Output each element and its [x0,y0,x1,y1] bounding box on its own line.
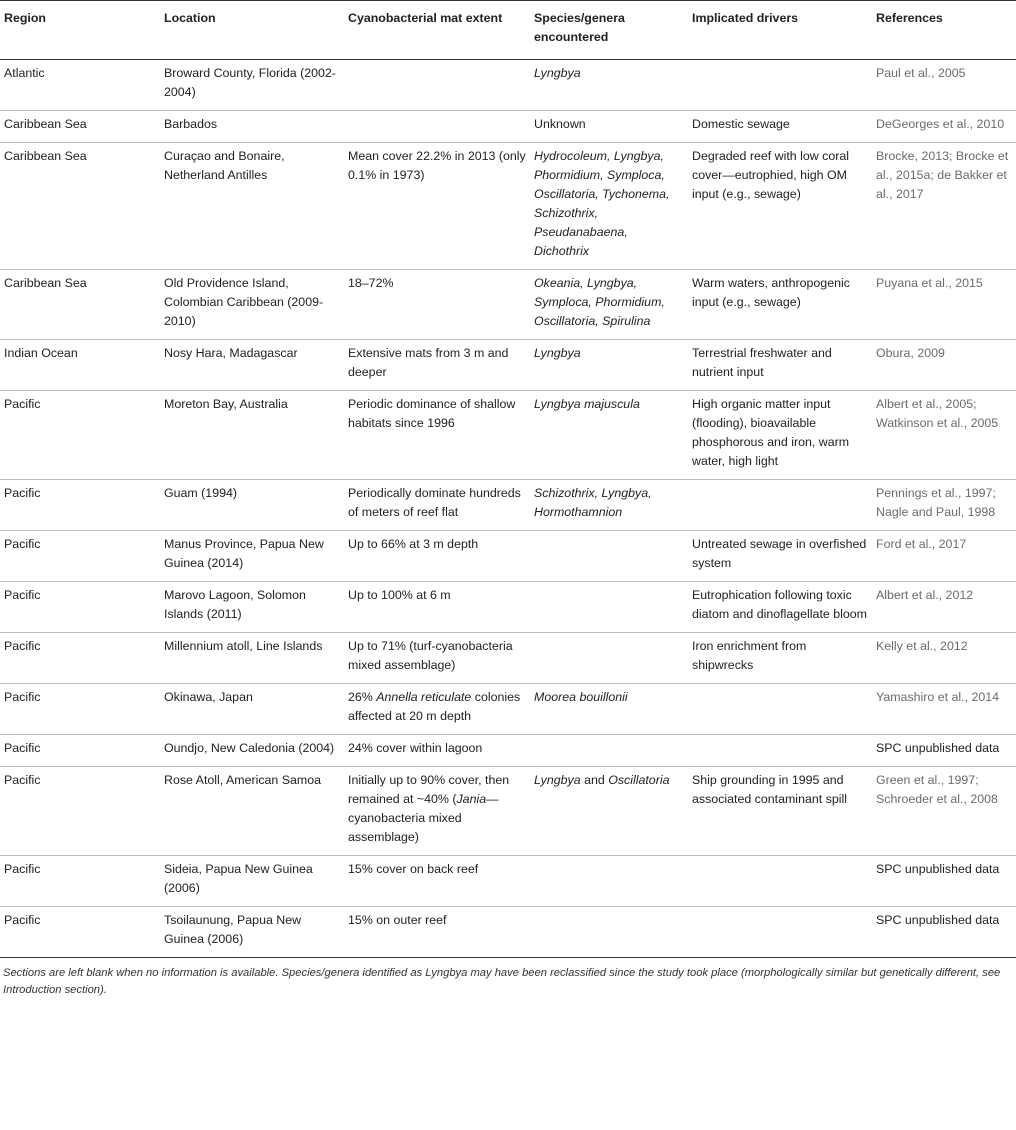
extent-species-name: Annella reticulate [376,690,472,704]
cell-location: Tsoilaunung, Papua New Guinea (2006) [164,913,302,946]
cell-extent: 15% on outer reef [348,913,447,927]
cell-drivers [688,907,872,958]
extent-text: Initially up to 90% cover, then remained at ~40% ( [348,773,510,806]
cell-extent [344,767,530,856]
cell-drivers [688,480,872,531]
cell-extent: 18–72% [348,276,394,290]
table-row [0,856,1016,907]
cell-extent: Up to 66% at 3 m depth [348,537,479,551]
cell-region: Pacific [4,486,41,500]
cell-region: Pacific [4,588,41,602]
cell-location: Marovo Lagoon, Solomon Islands (2011) [164,588,306,621]
cell-species [530,531,688,582]
cell-references: Yamashiro et al., 2014 [876,690,1000,704]
cell-location: Rose Atoll, American Samoa [164,773,322,787]
cell-location: Millennium atoll, Line Islands [164,639,323,653]
cell-species: Okeania, Lyngbya, Symploca, Phormidium, Oscillatoria, Spirulina [534,276,665,328]
cell-location: Barbados [164,117,218,131]
species-name: Lyngbya [534,773,581,787]
cell-drivers: Terrestrial freshwater and nutrient input [692,346,832,379]
cell-location: Moreton Bay, Australia [164,397,288,411]
cell-region: Caribbean Sea [4,117,87,131]
cell-drivers [688,60,872,111]
cell-location: Guam (1994) [164,486,238,500]
extent-text: colonies affected at 20 m depth [348,690,521,723]
table-row [0,907,1016,958]
cell-region: Caribbean Sea [4,149,87,163]
table-row [0,684,1016,735]
cell-extent [344,684,530,735]
header-region: Region [4,11,46,25]
header-mat-extent: Cyanobacterial mat extent [348,11,503,25]
cell-references: Puyana et al., 2015 [876,276,983,290]
cell-extent: Extensive mats from 3 m and deeper [348,346,509,379]
cell-species: Hydrocoleum, Lyngbya, Phormidium, Symploca, Oscillatoria, Tychonema, Schizothrix, Pseudanabaena, Dichothrix [534,149,670,258]
cell-extent: Periodic dominance of shallow habitats since 1996 [348,397,516,430]
cell-species: Lyngbya [534,66,581,80]
extent-species-name: Jania [456,792,487,806]
header-drivers: Implicated drivers [692,11,799,25]
species-name: Oscillatoria [608,773,670,787]
header-references: References [876,11,943,25]
cell-extent: 15% cover on back reef [348,862,479,876]
cell-drivers: Untreated sewage in overfished system [692,537,867,570]
table-row [0,391,1016,480]
cell-species: Schizothrix, Lyngbya, Hormothamnion [534,486,652,519]
cell-references: Ford et al., 2017 [876,537,967,551]
cell-region: Pacific [4,773,41,787]
cell-species: Unknown [534,117,586,131]
table-row [0,767,1016,856]
cell-location: Nosy Hara, Madagascar [164,346,298,360]
cell-region: Caribbean Sea [4,276,87,290]
table-header-row [0,1,1016,60]
cell-extent [344,60,530,111]
cell-drivers [688,735,872,767]
cell-species [530,907,688,958]
cell-drivers: Eutrophication following toxic diatom and dinoflagellate bloom [692,588,867,621]
table-row [0,143,1016,270]
cell-extent: Periodically dominate hundreds of meters of reef flat [348,486,521,519]
cell-species: Lyngbya majuscula [534,397,640,411]
table-row [0,531,1016,582]
table-row [0,60,1016,111]
cell-references: Kelly et al., 2012 [876,639,968,653]
cell-references: Pennings et al., 1997; Nagle and Paul, 1998 [876,486,996,519]
cell-extent [344,111,530,143]
table-row [0,270,1016,340]
species-conjunction: and [580,773,609,787]
cell-drivers [688,856,872,907]
cell-location: Manus Province, Papua New Guinea (2014) [164,537,324,570]
cell-extent: Mean cover 22.2% in 2013 (only 0.1% in 1973) [348,149,526,182]
cell-drivers: Warm waters, anthropogenic input (e.g., sewage) [692,276,850,309]
cell-extent: Up to 100% at 6 m [348,588,451,602]
cell-references: Albert et al., 2012 [876,588,974,602]
cell-species: Moorea bouillonii [534,690,628,704]
cell-references: Brocke, 2013; Brocke et al., 2015a; de Bakker et al., 2017 [876,149,1009,201]
cell-references: Green et al., 1997; Schroeder et al., 2008 [876,773,998,806]
cell-species [530,633,688,684]
cell-region: Pacific [4,639,41,653]
cell-region: Pacific [4,690,41,704]
cell-region: Pacific [4,913,41,927]
cell-species [530,582,688,633]
cell-drivers: Ship grounding in 1995 and associated contaminant spill [692,773,847,806]
table-row [0,340,1016,391]
cell-extent: Up to 71% (turf-cyanobacteria mixed assemblage) [348,639,513,672]
cell-region: Pacific [4,397,41,411]
cell-region: Indian Ocean [4,346,78,360]
extent-text: —cyanobacteria mixed assemblage) [348,792,499,844]
cell-drivers: Degraded reef with low coral cover—eutrophied, high OM input (e.g., sewage) [692,149,850,201]
extent-text: 26% [348,690,377,704]
table-row [0,480,1016,531]
header-species: Species/genera encountered [534,11,625,44]
cell-location: Curaçao and Bonaire, Netherland Antilles [164,149,285,182]
cell-references: Obura, 2009 [876,346,945,360]
cell-references: Albert et al., 2005; Watkinson et al., 2005 [876,397,999,430]
table-row [0,111,1016,143]
cell-species: Lyngbya [534,346,581,360]
cell-drivers: Iron enrichment from shipwrecks [692,639,807,672]
table-row [0,633,1016,684]
cell-references: DeGeorges et al., 2010 [876,117,1005,131]
cell-references: SPC unpublished data [876,741,1000,755]
cell-species [530,856,688,907]
header-location: Location [164,11,216,25]
cell-extent: 24% cover within lagoon [348,741,483,755]
cell-region: Atlantic [4,66,45,80]
cell-location: Sideia, Papua New Guinea (2006) [164,862,313,895]
cell-location: Old Providence Island, Colombian Caribbean (2009-2010) [164,276,324,328]
cell-drivers: High organic matter input (flooding), bioavailable phosphorous and iron, warm water, high light [692,397,850,468]
cell-region: Pacific [4,862,41,876]
cell-species [530,767,688,856]
cell-references: Paul et al., 2005 [876,66,966,80]
cell-location: Broward County, Florida (2002-2004) [164,66,336,99]
cell-drivers: Domestic sewage [692,117,790,131]
table-row [0,582,1016,633]
cell-species [530,735,688,767]
cell-references: SPC unpublished data [876,862,1000,876]
cell-location: Okinawa, Japan [164,690,253,704]
table-footnote: Sections are left blank when no information is available. Species/genera identified as Lyngbya may have been reclassified since the study took place (morphologically similar but genetically different, see Introduction section). [3,967,1001,996]
cell-drivers [688,684,872,735]
cell-region: Pacific [4,741,41,755]
cell-region: Pacific [4,537,41,551]
cell-location: Oundjo, New Caledonia (2004) [164,741,335,755]
cell-references: SPC unpublished data [876,913,1000,927]
table-row [0,735,1016,767]
